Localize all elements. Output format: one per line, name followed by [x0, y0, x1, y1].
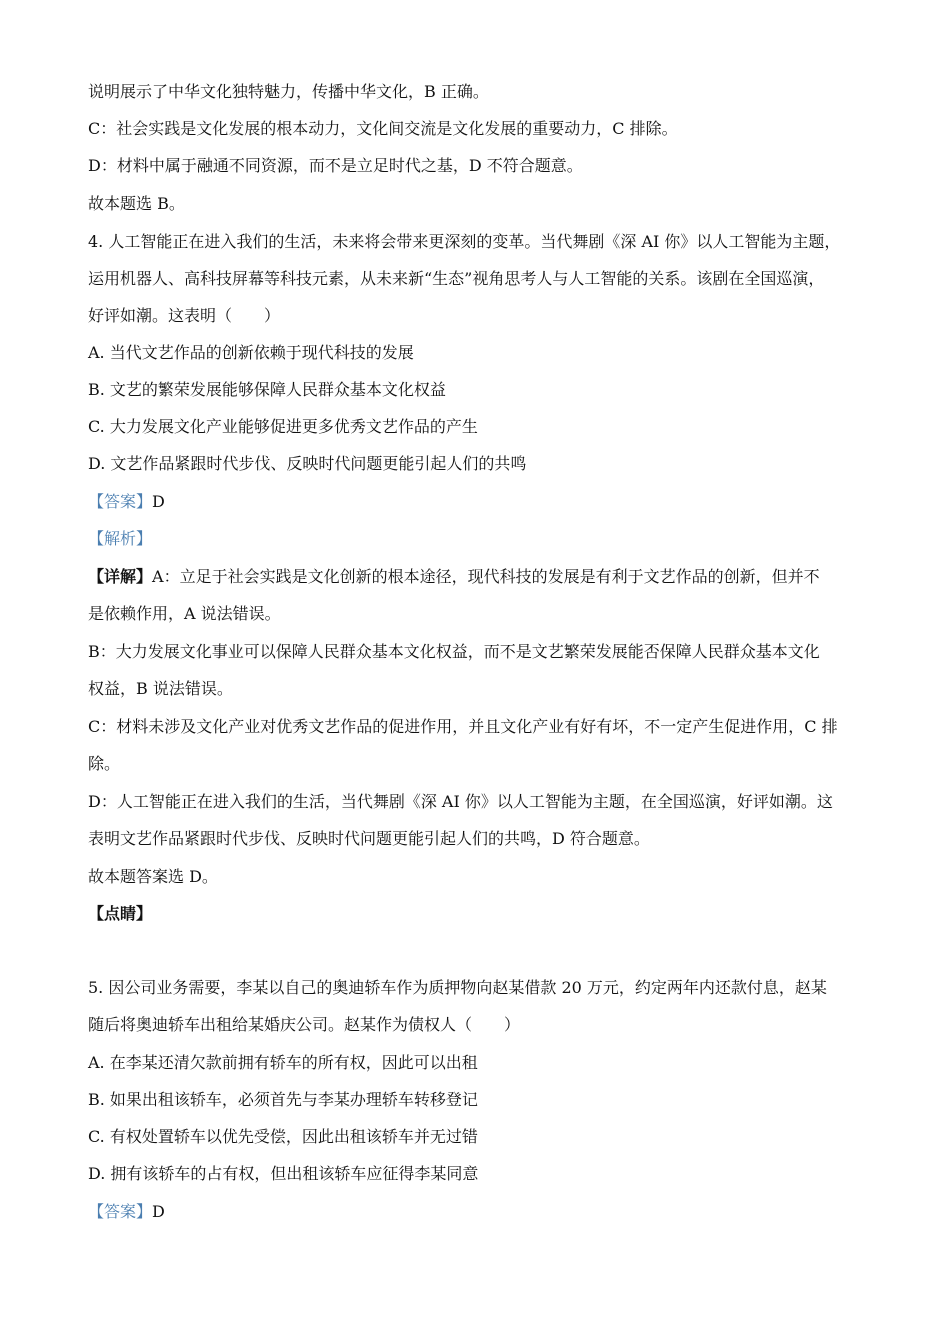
q4-answer-tag: 【答案】 [88, 492, 153, 511]
q4-option-d: D. 文艺作品紧跟时代步伐、反映时代问题更能引起人们的共鸣 [88, 454, 527, 473]
q5-stem-line-1: 5. 因公司业务需要，李某以自己的奥迪轿车作为质押物向赵某借款 20 万元，约定两年内还款付息，赵某 [88, 978, 827, 997]
q4-detail-text-1: A：立足于社会实践是文化创新的根本途径，现代科技的发展是有利于文艺作品的创新，但并不 [152, 567, 820, 586]
q5-answer [88, 1201, 165, 1223]
q4-conclusion: 故本题答案选 D。 [88, 867, 218, 886]
q5-option-d: D. 拥有该轿车的占有权，但出租该轿车应征得李某同意 [88, 1164, 479, 1183]
q4-detail-line-6: 除。 [88, 754, 121, 773]
q4-detail-tag: 【详解】 [88, 567, 153, 586]
q4-answer-value: D [152, 492, 165, 511]
q4-detail-line-4: 权益，B 说法错误。 [88, 679, 233, 698]
q4-point-heading: 【点睛】 [88, 904, 153, 923]
q4-detail-line-3: B：大力发展文化事业可以保障人民群众基本文化权益，而不是文艺繁荣发展能否保障人民群众基本文化 [88, 642, 820, 661]
prev-conclusion: 故本题选 B。 [88, 194, 185, 213]
q4-option-c: C. 大力发展文化产业能够促进更多优秀文艺作品的产生 [88, 417, 478, 436]
q4-detail-line-2: 是依赖作用，A 说法错误。 [88, 604, 281, 623]
q4-detail-line-5: C：材料未涉及文化产业对优秀文艺作品的促进作用，并且文化产业有好有坏，不一定产生促进作用，C 排 [88, 717, 838, 736]
q4-stem-line-2: 运用机器人、高科技屏幕等科技元素，从未来新“生态”视角思考人与人工智能的关系。该剧在全国巡演， [88, 269, 825, 288]
q5-option-a: A. 在李某还清欠款前拥有轿车的所有权，因此可以出租 [88, 1053, 478, 1072]
q4-option-b: B. 文艺的繁荣发展能够保障人民群众基本文化权益 [88, 380, 446, 399]
q4-option-a: A. 当代文艺作品的创新依赖于现代科技的发展 [88, 343, 414, 362]
q4-stem-line-1: 4. 人工智能正在进入我们的生活，未来将会带来更深刻的变革。当代舞剧《深 AI 你》以人工智能为主题， [88, 232, 841, 251]
q4-analysis-heading [88, 528, 152, 550]
q4-stem-line-3: 好评如潮。这表明（ ） [88, 306, 281, 325]
q5-option-c: C. 有权处置轿车以优先受偿，因此出租该轿车并无过错 [88, 1127, 478, 1146]
prev-analysis-line-2: C：社会实践是文化发展的根本动力，文化间交流是文化发展的重要动力，C 排除。 [88, 119, 678, 138]
q4-analysis-tag: 【解析】 [88, 529, 153, 548]
q4-answer [88, 491, 165, 513]
q5-option-b: B. 如果出租该轿车，必须首先与李某办理轿车转移登记 [88, 1090, 478, 1109]
q4-detail-line-8: 表明文艺作品紧跟时代步伐、反映时代问题更能引起人们的共鸣，D 符合题意。 [88, 829, 650, 848]
q5-stem-line-2: 随后将奥迪轿车出租给某婚庆公司。赵某作为债权人（ ） [88, 1015, 521, 1034]
prev-analysis-line-3: D：材料中属于融通不同资源，而不是立足时代之基，D 不符合题意。 [88, 156, 583, 175]
q4-detail-line-7: D：人工智能正在进入我们的生活，当代舞剧《深 AI 你》以人工智能为主题，在全国巡演，好评如潮。这 [88, 792, 833, 811]
q4-detail-line-1 [88, 566, 820, 588]
q5-answer-tag: 【答案】 [88, 1202, 153, 1221]
prev-analysis-line-1: 说明展示了中华文化独特魅力，传播中华文化，B 正确。 [88, 82, 489, 101]
q5-answer-value: D [152, 1202, 165, 1221]
